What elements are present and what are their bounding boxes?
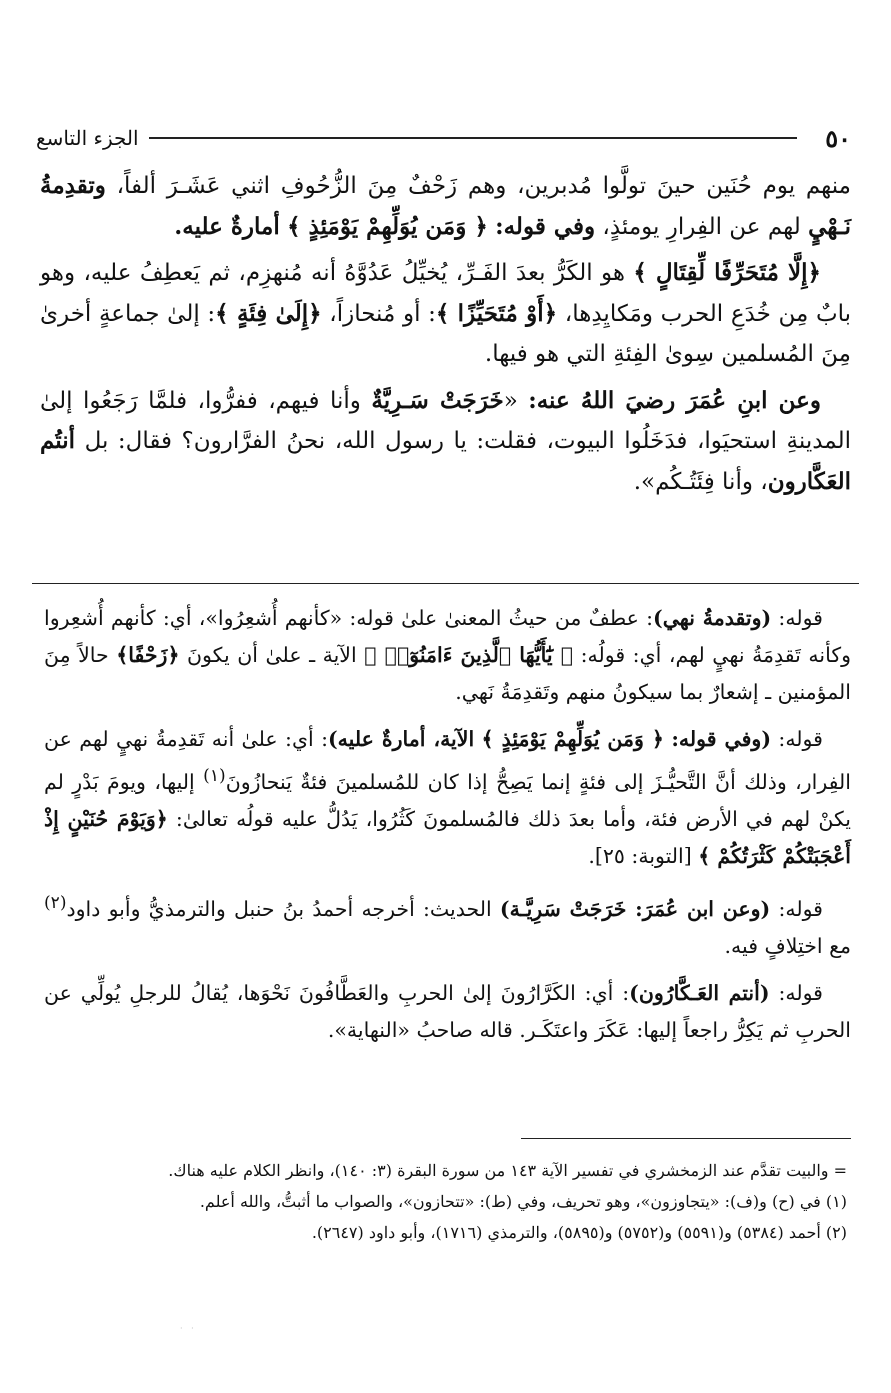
bold-run: (وفي قوله: [671,727,772,751]
bold-run: أنتُم العَكَّارون [40,427,851,495]
quran-quote: ﴿ يَٰٓأَيُّهَا ٱلَّذِينَ ءَامَنُوٓا۟ ﴾ [364,643,574,667]
quran-quote: ﴿زَحْفًا﴾ [116,643,180,667]
main-paragraph [40,253,851,375]
bold-run: وتقدِمةُ نَـهْيٍ [40,172,851,240]
quran-quote: ﴿إِلَىٰ فِئَةٍ ﴾ [215,299,322,327]
main-paragraph [40,381,851,503]
quran-quote: ﴿أَوْ مُتَحَيِّزًا ﴾ [435,299,558,327]
quran-quote: ﴿إِلَّا مُتَحَرِّفًا لِّقِتَالٍ ﴾ [633,259,821,286]
bold-run: وعن ابنِ عُمَرَ رضيَ اللهُ عنه: [528,386,822,414]
footnote-ref[interactable]: (٢) [44,892,67,913]
hadith-quote: خَرَجَتْ سَـرِيَّةٌ [371,386,504,414]
text-run: : أو مُنحازاً، [329,300,436,327]
text-run: : أي: الكَرَّارُونَ إلىٰ الحربِ والعَطَّافُونَ نَحْوَها، يُقالُ للرجلِ يُولِّي عن الحربِ ثم يَكِرُّ راجعاً إليها: عَكَرَ واعتَكَـر. قاله صاحبُ «النهاية». [44,980,851,1042]
main-paragraph [40,166,851,247]
text-run: قوله: [778,727,823,751]
text-run: هو الكَرُّ بعدَ الفَـرِّ، يُخيِّلُ عَدُوَّهُ أنه مُنهزِم، ثم يَعطِفُ عليه، وهو بابٌ مِن خُدَعِ الحرب ومَكايِدِها، [40,260,852,327]
bold-run: أمارةٌ عليه. [174,212,280,240]
text-run: : إلىٰ جماعةٍ أخرىٰ مِنَ المُسلمين سِوىٰ الفِئةِ التي هو فيها. [40,300,851,367]
text-run: إليها، ويومَ بَدْرٍ لم يكنْ لهم في الأرض فئة، وأما بعدَ ذلك فالمُسلمونَ كَثُرُوا، يَدُلُّ عليه قولُه تعالىٰ: [44,769,851,831]
commentary-text [44,600,851,1059]
bold-run: الآية، أمارةٌ عليه) [327,727,475,751]
text-run: مع اختِلافٍ فيه. [724,933,851,958]
footnote: (٢) أحمد (٥٣٨٤) و(٥٥٩١) و(٥٧٥٢) و(٥٨٩٥)، والترمذي (١٧١٦)، وأبو داود (٢٦٤٧). [311,1223,847,1242]
text-run: [التوبة: ٢٥]. [588,843,692,868]
text-run: قوله: [778,980,823,1005]
quran-quote: ﴿وَيَوْمَ حُنَيْنٍ إِذْ أَعْجَبَتْكُمْ كَثْرَتُكُمْ ﴾ [44,806,851,868]
text-run: وأنا فيهم، ففرُّوا، فلمَّا رَجَعُوا إلىٰ المدينةِ استحيَوا، فدَخَلُوا البيوت، فقلت: يا رسول الله، نحنُ الفرَّارون؟ فقال: بل [40,387,851,454]
text-run: قوله: [778,606,823,630]
page-header [36,118,851,158]
page-number: ٥٠ [825,123,851,153]
text-run: ، وأنا فِئَتُـكُم». [633,468,768,495]
commentary-paragraph [44,721,851,875]
text-run: حالاً مِنَ المؤمنين ـ إشعارٌ بما سيكونُ منهم وتَقدِمَةُ نَهي. [44,643,851,704]
text-run: : أي: علىٰ أنه تَقدِمةُ نهيٍ لهم عن الفِرار، وذلك أنَّ التَّحيُّـزَ إلى فئةٍ إنما يَصِحُّ إذا كان للمُسلمينَ فئةٌ يَنحازُونَ [44,727,851,794]
quran-quote: ﴿ وَمَن يُوَلِّهِمْ يَوْمَئِذٍ ﴾ [481,727,664,751]
text-divider [32,583,859,584]
footnote-divider [521,1138,851,1139]
text-run: « [503,387,518,414]
scan-speck-decoration: · · [180,1324,197,1333]
bold-run: (أنتم العَـكَّارُون) [629,980,770,1005]
quran-quote: ﴿ وَمَن يُوَلِّهِمْ يَوْمَئِذٍ ﴾ [287,212,488,240]
text-run: منهم يوم حُنَين حينَ تولَّوا مُدبرين، وهم زَحْفٌ مِنَ الزُّحُوفِ اثني عَشَـرَ ألفاً، [116,173,852,199]
bold-run: (وعن ابن عُمَرَ: خَرَجَتْ سَرِيَّـة) [499,896,771,921]
bold-run: وفي قوله: [495,212,596,240]
text-run: لهم عن الفِرارِ يومئذٍ، [602,213,801,240]
text-run: الحديث: أخرجه أحمدُ بنُ حنبل والترمذيُّ وأبو داود [66,896,492,921]
volume-title: الجزء التاسع [36,126,139,150]
commentary-paragraph [44,885,851,965]
commentary-paragraph [44,975,851,1049]
text-run: : عطفٌ من حيثُ المعنىٰ علىٰ قوله: «كأنهم أُشعِرُوا»، أي: كأنهم أُشعِروا وكأنه تَقدِمَةُ نهيٍ لهم، أي: قولُه: [44,606,851,667]
text-run: الآية ـ علىٰ أن يكونَ [187,643,357,667]
text-run: قوله: [778,896,823,921]
footnote: = والبيت تقدَّم عند الزمخشري في تفسير الآية ١٤٣ من سورة البقرة (٣: ١٤٠)، وانظر الكلام عليه هناك. [168,1161,847,1180]
footnotes [44,1155,847,1248]
main-text [40,166,851,508]
footnote-ref[interactable]: (١) [203,766,226,786]
commentary-paragraph [44,600,851,711]
footnote: (١) في (ح) و(ف): «يتجاوزون»، وهو تحريف، وفي (ط): «تتحازون»، والصواب ما أثبتُّ، والله أعلم. [199,1192,847,1211]
bold-run: (وتقدمةُ نهي) [653,606,772,630]
header-rule [149,137,798,139]
